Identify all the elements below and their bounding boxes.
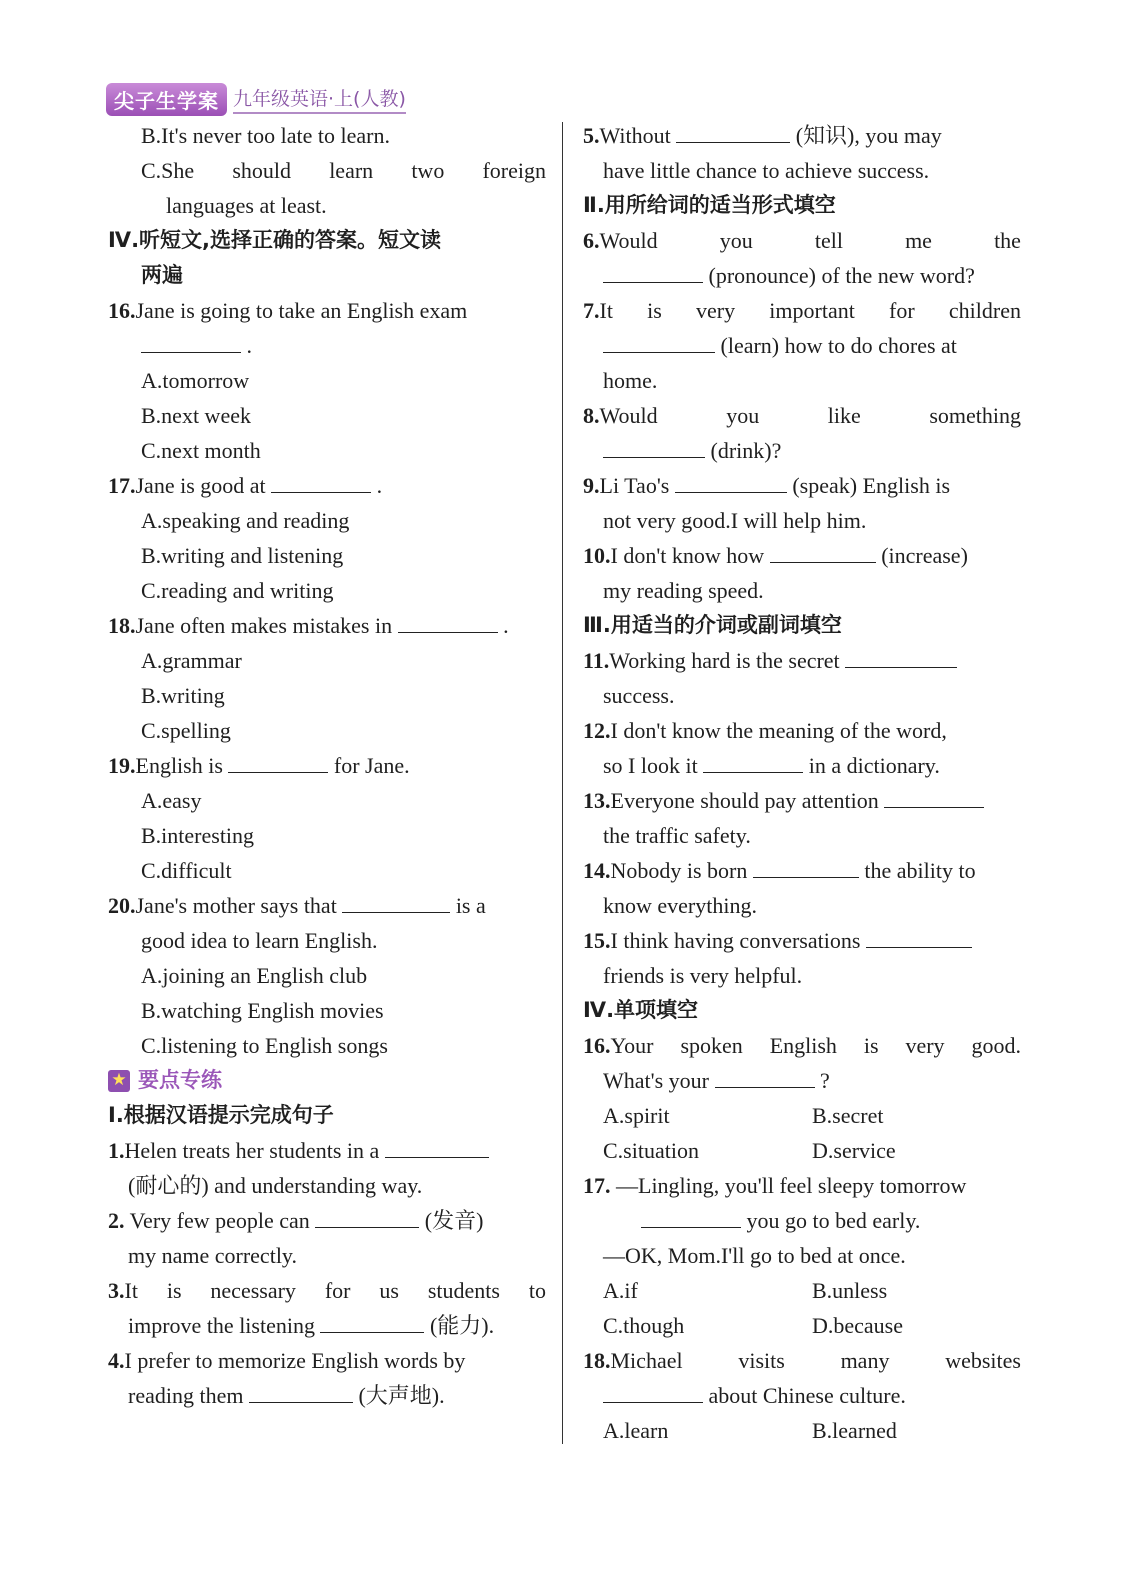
question-number: 16. (583, 1033, 611, 1058)
word: 6.Would (583, 228, 658, 253)
word: me (905, 228, 932, 253)
word: you (719, 228, 753, 253)
answer-blank[interactable] (675, 468, 787, 493)
word: you (726, 403, 760, 428)
section-heading: 两遍 (141, 263, 183, 287)
answer-blank[interactable] (249, 1378, 353, 1403)
text-line: C.listening to English songs (141, 1033, 388, 1058)
question-number: 3. (108, 1278, 125, 1303)
answer-option: A.if (603, 1278, 638, 1303)
answer-blank[interactable] (603, 1378, 703, 1403)
right-column (583, 118, 1021, 1448)
question-number: 12. (583, 718, 611, 743)
option-row (583, 1273, 1021, 1308)
text-line: A.joining an English club (141, 963, 368, 988)
text-line: reading them (大声地). (108, 1378, 546, 1413)
question-number: 10. (583, 543, 611, 568)
word: two (411, 158, 445, 183)
word: good. (971, 1033, 1021, 1058)
word: very (696, 298, 736, 323)
word: foreign (482, 158, 546, 183)
question-number: 7. (583, 298, 600, 323)
answer-blank[interactable] (228, 748, 328, 773)
answer-blank[interactable] (866, 923, 972, 948)
text-line: B.writing (141, 683, 225, 708)
text-line: my name correctly. (128, 1243, 297, 1268)
answer-option: D.because (812, 1313, 904, 1338)
question-number: 20. (108, 893, 136, 918)
justified-line (108, 1273, 546, 1308)
answer-blank[interactable] (641, 1203, 741, 1228)
question-number: 6. (583, 228, 600, 253)
text-line: 19.English is for Jane. (108, 748, 546, 783)
book-subtitle: 九年级英语·上(人教) (233, 84, 406, 114)
answer-option: B.learned (812, 1418, 897, 1443)
word: children (948, 298, 1021, 323)
text-line: B.interesting (141, 823, 255, 848)
text-line: A.easy (141, 788, 202, 813)
text-line: B.next week (141, 403, 251, 428)
answer-blank[interactable] (315, 1203, 419, 1228)
question-number: 2. (108, 1208, 125, 1233)
text-line: good idea to learn English. (141, 928, 378, 953)
text-line: so I look it in a dictionary. (583, 748, 1021, 783)
answer-option: B.secret (812, 1103, 884, 1128)
text-line: B.watching English movies (141, 998, 384, 1023)
answer-blank[interactable] (753, 853, 859, 878)
justified-line (583, 1028, 1021, 1063)
answer-blank[interactable] (141, 328, 241, 353)
word: spoken (680, 1033, 743, 1058)
text-line: C.spelling (141, 718, 231, 743)
word: like (827, 403, 861, 428)
word: us (379, 1278, 399, 1303)
text-line: 1.Helen treats her students in a (108, 1133, 546, 1168)
justified-line (583, 293, 1021, 328)
word: is (647, 298, 662, 323)
text-line: 20.Jane's mother says that is a (108, 888, 546, 923)
text-line: 14.Nobody is born the ability to (583, 853, 1021, 888)
question-number: 8. (583, 403, 600, 428)
word: 7.It (583, 298, 613, 323)
word: 16.Your (583, 1033, 654, 1058)
text-line: the traffic safety. (603, 823, 751, 848)
text-line: A.speaking and reading (141, 508, 350, 533)
answer-option: C.though (603, 1313, 685, 1338)
section-heading: Ⅰ.根据汉语提示完成句子 (108, 1103, 334, 1127)
text-line: . (108, 328, 546, 363)
text-line: improve the listening (能力). (108, 1308, 546, 1343)
section-heading: Ⅲ.用适当的介词或副词填空 (583, 613, 842, 637)
word: students (427, 1278, 500, 1303)
word: is (166, 1278, 182, 1303)
question-number: 16. (108, 298, 136, 323)
text-line: A.grammar (141, 648, 242, 673)
text-line: have little chance to achieve success. (603, 158, 930, 183)
answer-option: A.spirit (603, 1103, 670, 1128)
word: 8.Would (583, 403, 658, 428)
text-line: know everything. (603, 893, 757, 918)
key-points-banner (108, 1063, 546, 1098)
justified-line (583, 223, 1021, 258)
word: English (769, 1033, 837, 1058)
star-icon: ★ (108, 1070, 130, 1092)
text-line: 10.I don't know how (increase) (583, 538, 1021, 573)
text-line: 17.Jane is good at . (108, 468, 546, 503)
answer-blank[interactable] (603, 258, 703, 283)
text-line: B.writing and listening (141, 543, 344, 568)
question-number: 15. (583, 928, 611, 953)
text-line: not very good.I will help him. (603, 508, 867, 533)
text-line: C.reading and writing (141, 578, 334, 603)
text-line: about Chinese culture. (583, 1378, 1021, 1413)
question-number: 11. (583, 648, 610, 673)
text-line: (learn) how to do chores at (583, 328, 1021, 363)
option-row (583, 1133, 1021, 1168)
answer-blank[interactable] (271, 468, 371, 493)
word: 3.It (108, 1278, 138, 1303)
text-line: 17. —Lingling, you'll feel sleepy tomorrow (583, 1173, 967, 1198)
word: for (889, 298, 915, 323)
text-line: 5.Without (知识), you may (583, 118, 1021, 153)
word: websites (945, 1348, 1021, 1373)
answer-blank[interactable] (845, 643, 957, 668)
option-row (583, 1413, 1021, 1448)
answer-blank[interactable] (703, 748, 803, 773)
text-line: languages at least. (166, 193, 327, 218)
question-number: 18. (583, 1348, 611, 1373)
answer-blank[interactable] (770, 538, 876, 563)
text-line: friends is very helpful. (603, 963, 803, 988)
column-divider (562, 122, 563, 1444)
answer-blank[interactable] (320, 1308, 424, 1333)
answer-option: D.service (812, 1138, 896, 1163)
option-row (583, 1308, 1021, 1343)
answer-blank[interactable] (398, 608, 498, 633)
text-line: home. (603, 368, 658, 393)
question-number: 4. (108, 1348, 125, 1373)
question-number: 14. (583, 858, 611, 883)
answer-option: B.unless (812, 1278, 888, 1303)
text-line: What's your ? (583, 1063, 1021, 1098)
text-line: success. (603, 683, 675, 708)
text-line: 4.I prefer to memorize English words by (108, 1348, 466, 1373)
left-column (108, 118, 546, 1413)
word: 18.Michael (583, 1348, 683, 1373)
word: visits (738, 1348, 785, 1373)
text-line: C.next month (141, 438, 261, 463)
question-number: 18. (108, 613, 136, 638)
word: to (528, 1278, 546, 1303)
text-line: you go to bed early. (583, 1203, 1021, 1238)
answer-option: C.situation (603, 1138, 699, 1163)
justified-line (108, 153, 546, 188)
text-line: C.difficult (141, 858, 232, 883)
text-line: 12.I don't know the meaning of the word, (583, 718, 947, 743)
text-line: 13.Everyone should pay attention (583, 783, 1021, 818)
text-line: 11.Working hard is the secret (583, 643, 1021, 678)
text-line: —OK, Mom.I'll go to bed at once. (603, 1243, 906, 1268)
section-heading: Ⅳ.听短文,选择正确的答案。短文读 (108, 228, 442, 252)
answer-blank[interactable] (603, 328, 715, 353)
text-line: 18.Jane often makes mistakes in . (108, 608, 546, 643)
text-line: 15.I think having conversations (583, 923, 1021, 958)
word: learn (329, 158, 374, 183)
word: important (769, 298, 855, 323)
word: for (324, 1278, 351, 1303)
word: something (929, 403, 1021, 428)
word: is (863, 1033, 879, 1058)
question-number: 19. (108, 753, 136, 778)
section-heading: Ⅳ.单项填空 (583, 998, 699, 1022)
word: very (905, 1033, 945, 1058)
question-number: 13. (583, 788, 611, 813)
answer-blank[interactable] (342, 888, 450, 913)
text-line: (pronounce) of the new word? (583, 258, 1021, 293)
text-line: 16.Jane is going to take an English exam (108, 298, 468, 323)
text-line: (耐心的) and understanding way. (128, 1173, 423, 1198)
text-line: (drink)? (583, 433, 1021, 468)
question-number: 1. (108, 1138, 125, 1163)
answer-blank[interactable] (385, 1133, 489, 1158)
question-number: 9. (583, 473, 600, 498)
question-number: 5. (583, 123, 600, 148)
answer-blank[interactable] (676, 118, 790, 143)
word: many (840, 1348, 890, 1373)
justified-line (583, 398, 1021, 433)
book-logo: 尖子生学案 (106, 83, 227, 116)
text-line: 2. Very few people can (发音) (108, 1203, 546, 1238)
answer-blank[interactable] (884, 783, 984, 808)
word: necessary (210, 1278, 296, 1303)
option-row (583, 1098, 1021, 1133)
word: should (232, 158, 292, 183)
section-heading: Ⅱ.用所给词的适当形式填空 (583, 193, 836, 217)
question-number: 17. (583, 1173, 611, 1198)
word: the (994, 228, 1021, 253)
answer-option: A.learn (603, 1418, 669, 1443)
text-line: 9.Li Tao's (speak) English is (583, 468, 1021, 503)
text-line: my reading speed. (603, 578, 764, 603)
answer-blank[interactable] (715, 1063, 815, 1088)
text-line: A.tomorrow (141, 368, 250, 393)
justified-line (583, 1343, 1021, 1378)
answer-blank[interactable] (603, 433, 705, 458)
question-number: 17. (108, 473, 136, 498)
page-header (106, 84, 406, 114)
text-line: B.It's never too late to learn. (141, 123, 390, 148)
word: C.She (141, 158, 195, 183)
key-points-title: 要点专练 (138, 1068, 222, 1092)
word: tell (814, 228, 843, 253)
